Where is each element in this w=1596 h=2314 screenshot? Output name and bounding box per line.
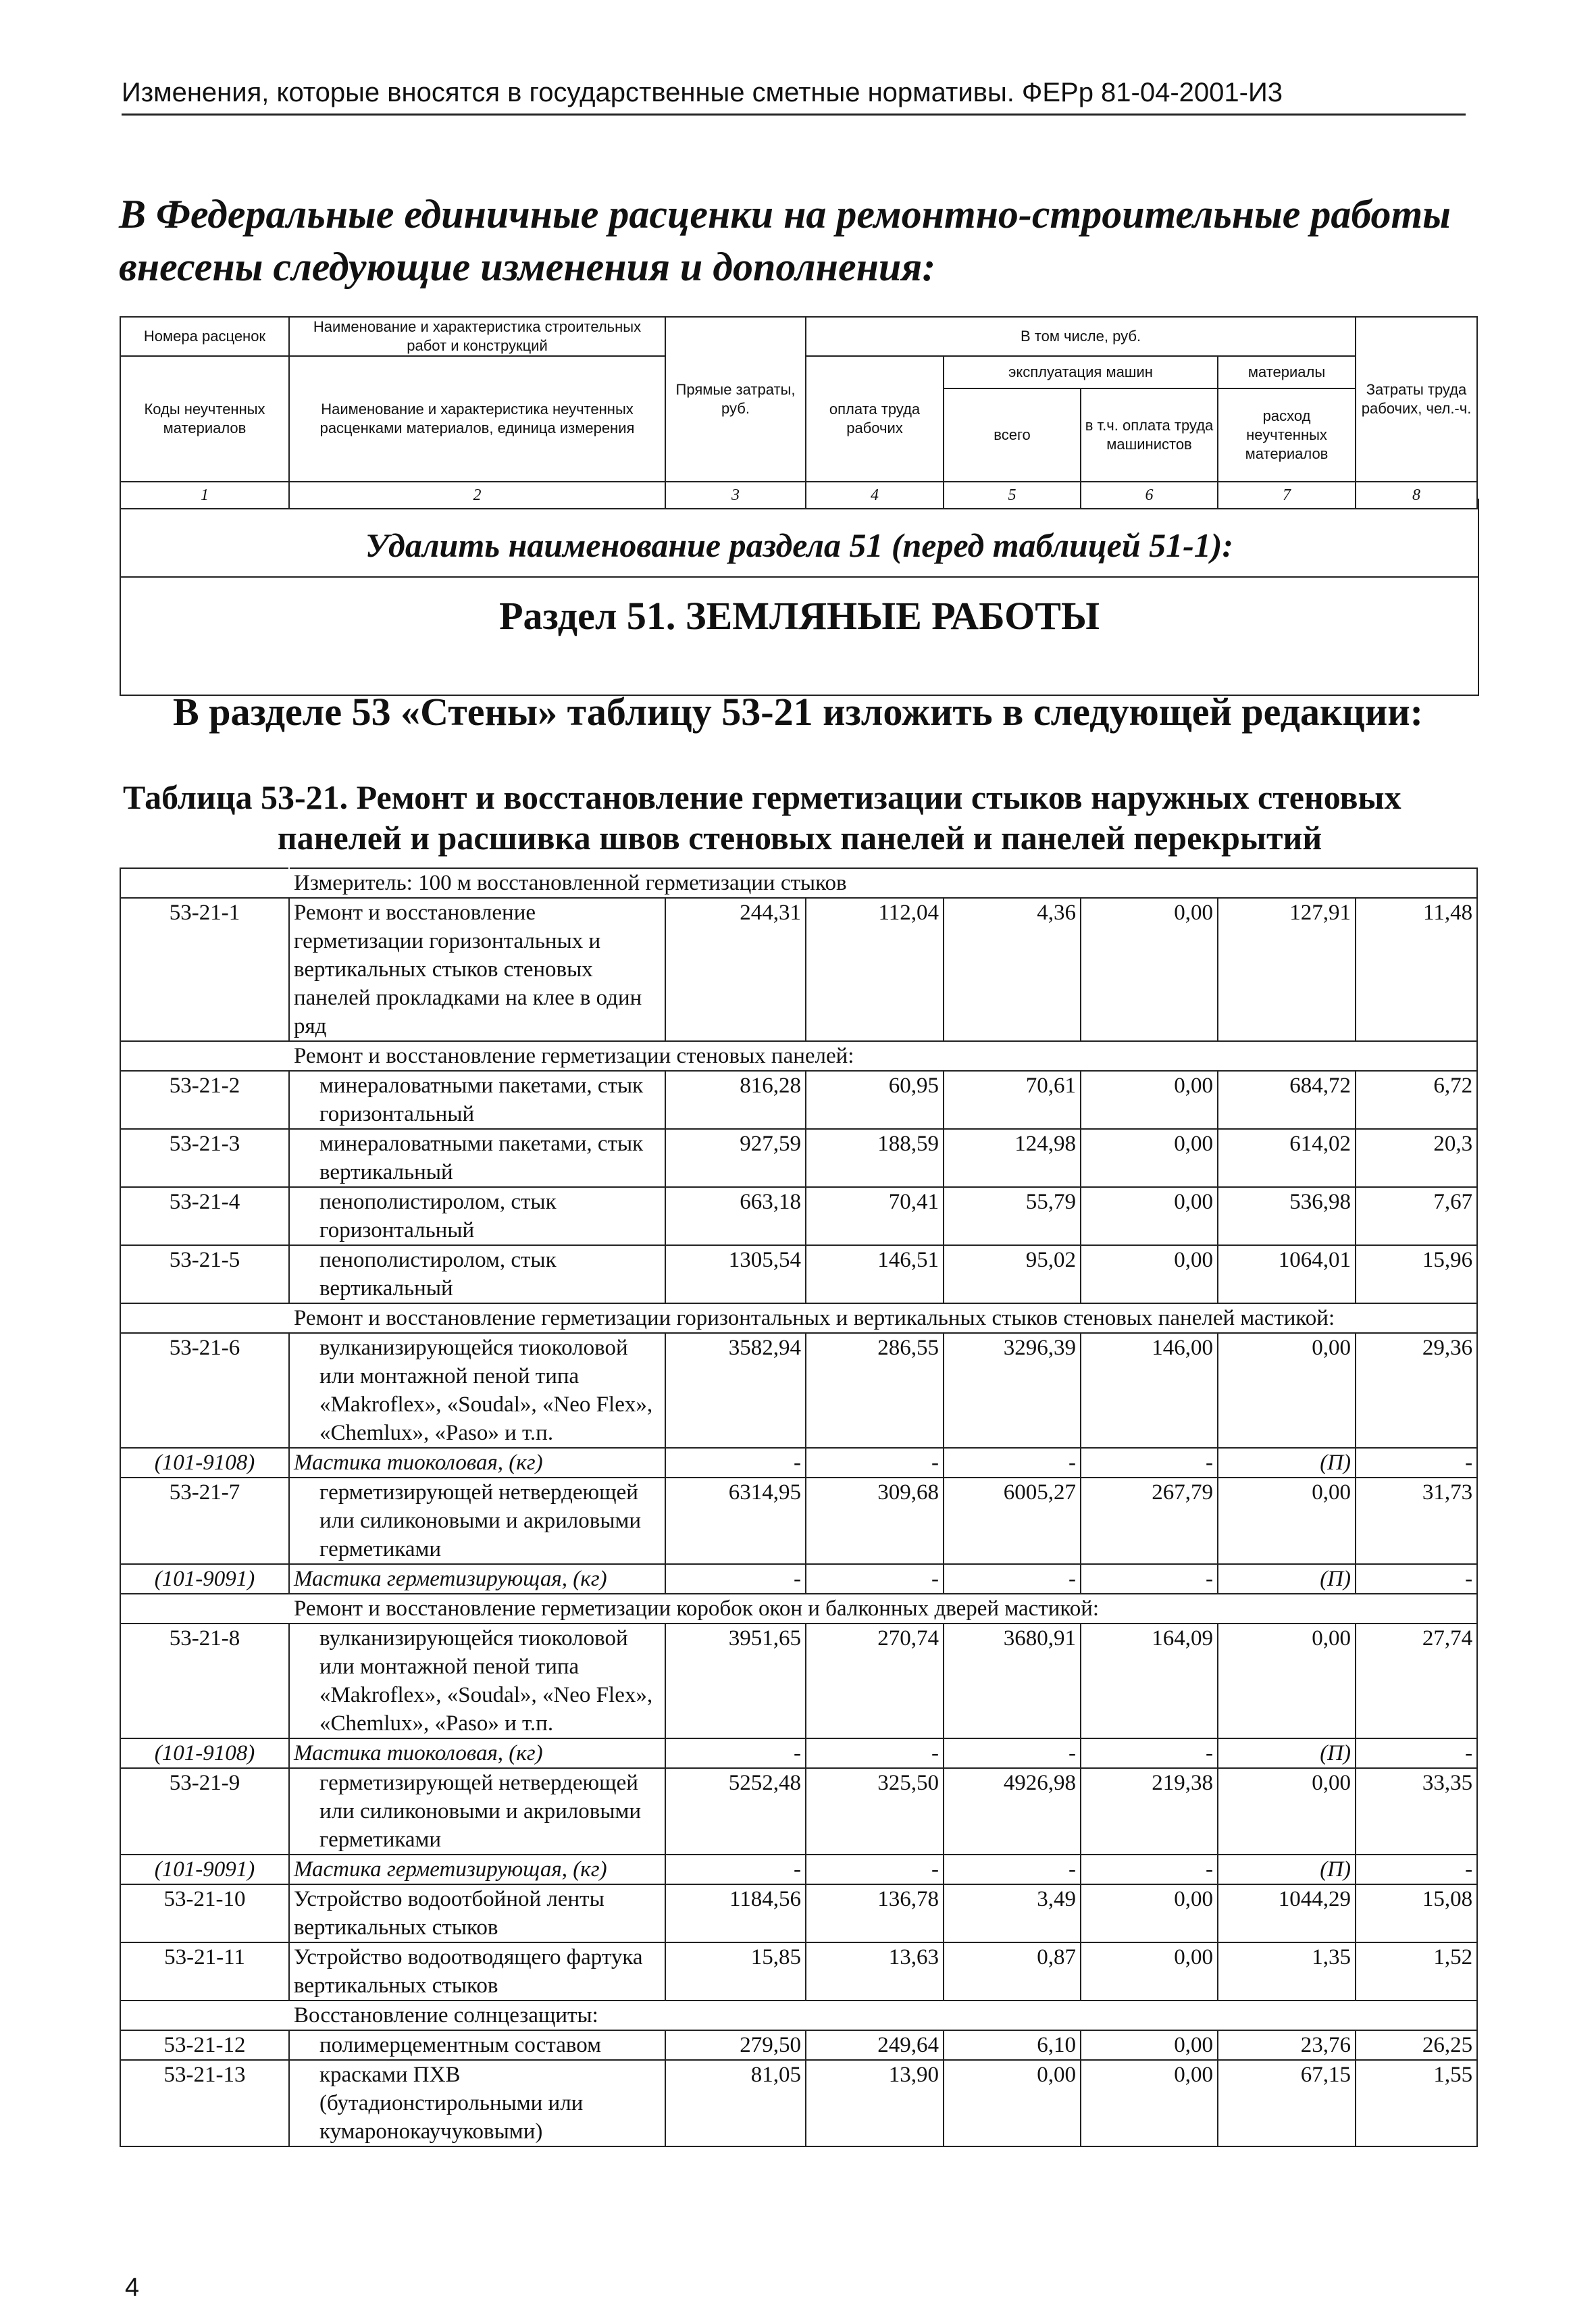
running-header: Изменения, которые вносятся в государственные сметные нормативы. ФЕРр 81-04-2001-И3	[122, 76, 1466, 116]
material-name: Мастика тиоколовая, (кг)	[289, 1738, 665, 1768]
rate-name: Устройство водоотбойной ленты вертикальных стыков	[289, 1884, 665, 1942]
rate-name: минераловатными пакетами, стык вертикальный	[289, 1129, 665, 1187]
labor-hours: 31,73	[1356, 1478, 1477, 1564]
col-num: 5	[944, 482, 1081, 509]
rate-code: 53-21-6	[120, 1333, 289, 1448]
materials: (П)	[1218, 1855, 1356, 1884]
direct-cost: 279,50	[665, 2030, 806, 2060]
machines-labor: -	[1081, 1855, 1218, 1884]
labor-pay: 13,90	[806, 2060, 944, 2146]
labor-hours: 33,35	[1356, 1768, 1477, 1855]
labor-pay: -	[806, 1855, 944, 1884]
col-num: 7	[1218, 482, 1356, 509]
table-row	[120, 1187, 1477, 1245]
labor-pay: 70,41	[806, 1187, 944, 1245]
machines-total: 6,10	[944, 2030, 1081, 2060]
labor-hours: 27,74	[1356, 1624, 1477, 1738]
rate-code: 53-21-12	[120, 2030, 289, 2060]
rate-code: 53-21-7	[120, 1478, 289, 1564]
material-name: Мастика тиоколовая, (кг)	[289, 1448, 665, 1478]
labor-hours: 26,25	[1356, 2030, 1477, 2060]
machines-total: 3296,39	[944, 1333, 1081, 1448]
hdr-machines: эксплуатация машин	[944, 356, 1218, 388]
col-num: 4	[806, 482, 944, 509]
materials: 1064,01	[1218, 1245, 1356, 1303]
hdr-materials: материалы	[1218, 356, 1356, 388]
materials: 536,98	[1218, 1187, 1356, 1245]
table-row	[120, 1768, 1477, 1855]
table-row	[120, 1333, 1477, 1448]
machines-labor: 0,00	[1081, 1129, 1218, 1187]
machines-labor: -	[1081, 1448, 1218, 1478]
machines-labor: 0,00	[1081, 1245, 1218, 1303]
material-name: Мастика герметизирующая, (кг)	[289, 1564, 665, 1594]
group-heading-row	[120, 1594, 1477, 1624]
direct-cost: 15,85	[665, 1942, 806, 2001]
direct-cost: -	[665, 1855, 806, 1884]
labor-hours: 11,48	[1356, 898, 1477, 1041]
hdr-direct-costs: Прямые затраты, руб.	[665, 317, 806, 482]
machines-total: 3680,91	[944, 1624, 1081, 1738]
rate-name: герметизирующей нетвердеющей или силиконовыми и акриловыми герметиками	[289, 1768, 665, 1855]
hdr-machines-total: всего	[944, 388, 1081, 482]
machines-total: 3,49	[944, 1884, 1081, 1942]
machines-total: 95,02	[944, 1245, 1081, 1303]
labor-pay: 286,55	[806, 1333, 944, 1448]
materials: 0,00	[1218, 1768, 1356, 1855]
table-row	[120, 2030, 1477, 2060]
labor-pay: -	[806, 1564, 944, 1594]
machines-labor: 219,38	[1081, 1768, 1218, 1855]
labor-pay: 188,59	[806, 1129, 944, 1187]
direct-cost: 244,31	[665, 898, 806, 1041]
material-code: (101-9091)	[120, 1855, 289, 1884]
hdr-machines-labor: в т.ч. оплата труда машинистов	[1081, 388, 1218, 482]
rate-code: 53-21-5	[120, 1245, 289, 1303]
group-heading-row	[120, 1041, 1477, 1071]
group-heading: Ремонт и восстановление герметизации горизонтальных и вертикальных стыков стеновых панелей мастикой:	[289, 1303, 1477, 1333]
machines-total: -	[944, 1855, 1081, 1884]
rate-name: Устройство водоотводящего фартука вертикальных стыков	[289, 1942, 665, 2001]
table-title	[123, 777, 1476, 858]
direct-cost: 6314,95	[665, 1478, 806, 1564]
materials: (П)	[1218, 1564, 1356, 1594]
rate-code: 53-21-3	[120, 1129, 289, 1187]
table-row	[120, 1624, 1477, 1738]
machines-total: 4,36	[944, 898, 1081, 1041]
labor-pay: -	[806, 1448, 944, 1478]
group-heading: Ремонт и восстановление герметизации коробок окон и балконных дверей мастикой:	[289, 1594, 1477, 1624]
section-title: Раздел 51. ЗЕМЛЯНЫЕ РАБОТЫ	[499, 594, 1100, 638]
machines-labor: 0,00	[1081, 1884, 1218, 1942]
machines-labor: 146,00	[1081, 1333, 1218, 1448]
table-row	[120, 1071, 1477, 1129]
delete-note: Удалить наименование раздела 51 (перед таблицей 51-1):	[365, 526, 1234, 564]
rate-code: 53-21-9	[120, 1768, 289, 1855]
machines-labor: 0,00	[1081, 1187, 1218, 1245]
intro-heading: В Федеральные единичные расценки на ремонтно-строительные работы внесены следующие изменения и дополнения:	[119, 192, 1451, 289]
labor-hours: -	[1356, 1855, 1477, 1884]
direct-cost: 81,05	[665, 2060, 806, 2146]
machines-total: 0,00	[944, 2060, 1081, 2146]
divider	[121, 576, 1478, 578]
labor-pay: 309,68	[806, 1478, 944, 1564]
rate-name: пенополистиролом, стык вертикальный	[289, 1245, 665, 1303]
material-row	[120, 1738, 1477, 1768]
group-heading-row	[120, 1303, 1477, 1333]
labor-pay: 270,74	[806, 1624, 944, 1738]
column-header-table	[120, 316, 1478, 509]
table-title-line-2: панелей и расшивка швов стеновых панелей и панелей перекрытий	[277, 819, 1322, 857]
table-row	[120, 1245, 1477, 1303]
table-row	[120, 1942, 1477, 2001]
labor-pay: 13,63	[806, 1942, 944, 2001]
hdr-materials-sub: расход неучтенных материалов	[1218, 388, 1356, 482]
rate-code: 53-21-2	[120, 1071, 289, 1129]
rate-code: 53-21-10	[120, 1884, 289, 1942]
labor-pay: 249,64	[806, 2030, 944, 2060]
meter: Измеритель: 100 м восстановленной герметизации стыков	[289, 868, 1477, 898]
labor-pay: -	[806, 1738, 944, 1768]
rate-name: пенополистиролом, стык горизонтальный	[289, 1187, 665, 1245]
labor-pay: 60,95	[806, 1071, 944, 1129]
table-title-line-1: Таблица 53-21. Ремонт и восстановление герметизации стыков наружных стеновых	[123, 778, 1401, 816]
direct-cost: 663,18	[665, 1187, 806, 1245]
materials: 0,00	[1218, 1478, 1356, 1564]
materials: 614,02	[1218, 1129, 1356, 1187]
machines-labor: -	[1081, 1564, 1218, 1594]
material-code: (101-9108)	[120, 1738, 289, 1768]
hdr-labor-pay: оплата труда рабочих	[806, 356, 944, 482]
machines-labor: 0,00	[1081, 2060, 1218, 2146]
material-name: Мастика герметизирующая, (кг)	[289, 1855, 665, 1884]
col-num: 2	[289, 482, 665, 509]
rate-name: герметизирующей нетвердеющей или силиконовыми и акриловыми герметиками	[289, 1478, 665, 1564]
labor-hours: 29,36	[1356, 1333, 1477, 1448]
group-heading-row	[120, 2001, 1477, 2030]
col-num: 8	[1356, 482, 1477, 509]
labor-pay: 136,78	[806, 1884, 944, 1942]
material-row	[120, 1855, 1477, 1884]
direct-cost: 816,28	[665, 1071, 806, 1129]
materials: 1,35	[1218, 1942, 1356, 2001]
machines-labor: 164,09	[1081, 1624, 1218, 1738]
material-row	[120, 1564, 1477, 1594]
hdr-name-top: Наименование и характеристика строительных работ и конструкций	[289, 317, 665, 356]
table-row	[120, 1478, 1477, 1564]
materials: 67,15	[1218, 2060, 1356, 2146]
materials: 1044,29	[1218, 1884, 1356, 1942]
materials: 684,72	[1218, 1071, 1356, 1129]
machines-labor: 0,00	[1081, 1071, 1218, 1129]
direct-cost: -	[665, 1448, 806, 1478]
rates-table	[120, 867, 1478, 2147]
machines-total: 4926,98	[944, 1768, 1081, 1855]
table-row	[120, 1884, 1477, 1942]
machines-total: 55,79	[944, 1187, 1081, 1245]
material-code: (101-9091)	[120, 1564, 289, 1594]
hdr-including: В том числе, руб.	[806, 317, 1356, 356]
machines-labor: -	[1081, 1738, 1218, 1768]
labor-hours: 6,72	[1356, 1071, 1477, 1129]
hdr-name-bottom: Наименование и характеристика неучтенных расценками материалов, единица измерения	[289, 356, 665, 482]
materials: 127,91	[1218, 898, 1356, 1041]
labor-hours: 1,52	[1356, 1942, 1477, 2001]
labor-hours: -	[1356, 1448, 1477, 1478]
direct-cost: -	[665, 1564, 806, 1594]
materials: 23,76	[1218, 2030, 1356, 2060]
hdr-labor-costs: Затраты труда рабочих, чел.-ч.	[1356, 317, 1477, 482]
group-heading: Восстановление солнцезащиты:	[289, 2001, 1477, 2030]
rate-name: полимерцементным составом	[289, 2030, 665, 2060]
direct-cost: 1184,56	[665, 1884, 806, 1942]
page-number: 4	[125, 2273, 140, 2302]
labor-hours: 15,08	[1356, 1884, 1477, 1942]
materials: (П)	[1218, 1448, 1356, 1478]
machines-labor: 267,79	[1081, 1478, 1218, 1564]
rate-code: 53-21-11	[120, 1942, 289, 2001]
machines-total: 0,87	[944, 1942, 1081, 2001]
labor-pay: 112,04	[806, 898, 944, 1041]
machines-total: -	[944, 1738, 1081, 1768]
labor-hours: 15,96	[1356, 1245, 1477, 1303]
table-row	[120, 1129, 1477, 1187]
machines-labor: 0,00	[1081, 1942, 1218, 2001]
materials: 0,00	[1218, 1333, 1356, 1448]
rate-name: вулканизирующейся тиоколовой или монтажной пеной типа «Makroflex», «Soudal», «Neo Flex», «Chemlux», «Paso» и т.п.	[289, 1333, 665, 1448]
hdr-codes-bottom: Коды неучтенных материалов	[120, 356, 289, 482]
machines-total: 6005,27	[944, 1478, 1081, 1564]
rate-code: 53-21-1	[120, 898, 289, 1041]
group-heading: Ремонт и восстановление герметизации стеновых панелей:	[289, 1041, 1477, 1071]
labor-hours: 1,55	[1356, 2060, 1477, 2146]
labor-hours: 20,3	[1356, 1129, 1477, 1187]
rate-name: минераловатными пакетами, стык горизонтальный	[289, 1071, 665, 1129]
labor-hours: -	[1356, 1564, 1477, 1594]
meter-row	[120, 868, 1477, 898]
materials: 0,00	[1218, 1624, 1356, 1738]
hdr-codes-top: Номера расценок	[120, 317, 289, 356]
direct-cost: -	[665, 1738, 806, 1768]
direct-cost: 3951,65	[665, 1624, 806, 1738]
table-row	[120, 2060, 1477, 2146]
machines-labor: 0,00	[1081, 898, 1218, 1041]
direct-cost: 927,59	[665, 1129, 806, 1187]
restatement-heading: В разделе 53 «Стены» таблицу 53-21 изложить в следующей редакции:	[173, 690, 1423, 734]
labor-hours: -	[1356, 1738, 1477, 1768]
material-row	[120, 1448, 1477, 1478]
machines-total: 124,98	[944, 1129, 1081, 1187]
col-num: 3	[665, 482, 806, 509]
direct-cost: 3582,94	[665, 1333, 806, 1448]
section-block	[120, 499, 1479, 696]
table-row	[120, 898, 1477, 1041]
labor-pay: 146,51	[806, 1245, 944, 1303]
machines-labor: 0,00	[1081, 2030, 1218, 2060]
materials: (П)	[1218, 1738, 1356, 1768]
direct-cost: 1305,54	[665, 1245, 806, 1303]
material-code: (101-9108)	[120, 1448, 289, 1478]
rate-code: 53-21-8	[120, 1624, 289, 1738]
machines-total: -	[944, 1564, 1081, 1594]
machines-total: 70,61	[944, 1071, 1081, 1129]
col-num: 1	[120, 482, 289, 509]
rate-code: 53-21-4	[120, 1187, 289, 1245]
col-num: 6	[1081, 482, 1218, 509]
rate-name: Ремонт и восстановление герметизации горизонтальных и вертикальных стыков стеновых панелей прокладками на клее в один ряд	[289, 898, 665, 1041]
direct-cost: 5252,48	[665, 1768, 806, 1855]
labor-pay: 325,50	[806, 1768, 944, 1855]
rate-name: красками ПХВ (бутадионстирольными или кумаронокаучуковыми)	[289, 2060, 665, 2146]
rate-name: вулканизирующейся тиоколовой или монтажной пеной типа «Makroflex», «Soudal», «Neo Flex», «Chemlux», «Paso» и т.п.	[289, 1624, 665, 1738]
rate-code: 53-21-13	[120, 2060, 289, 2146]
labor-hours: 7,67	[1356, 1187, 1477, 1245]
machines-total: -	[944, 1448, 1081, 1478]
